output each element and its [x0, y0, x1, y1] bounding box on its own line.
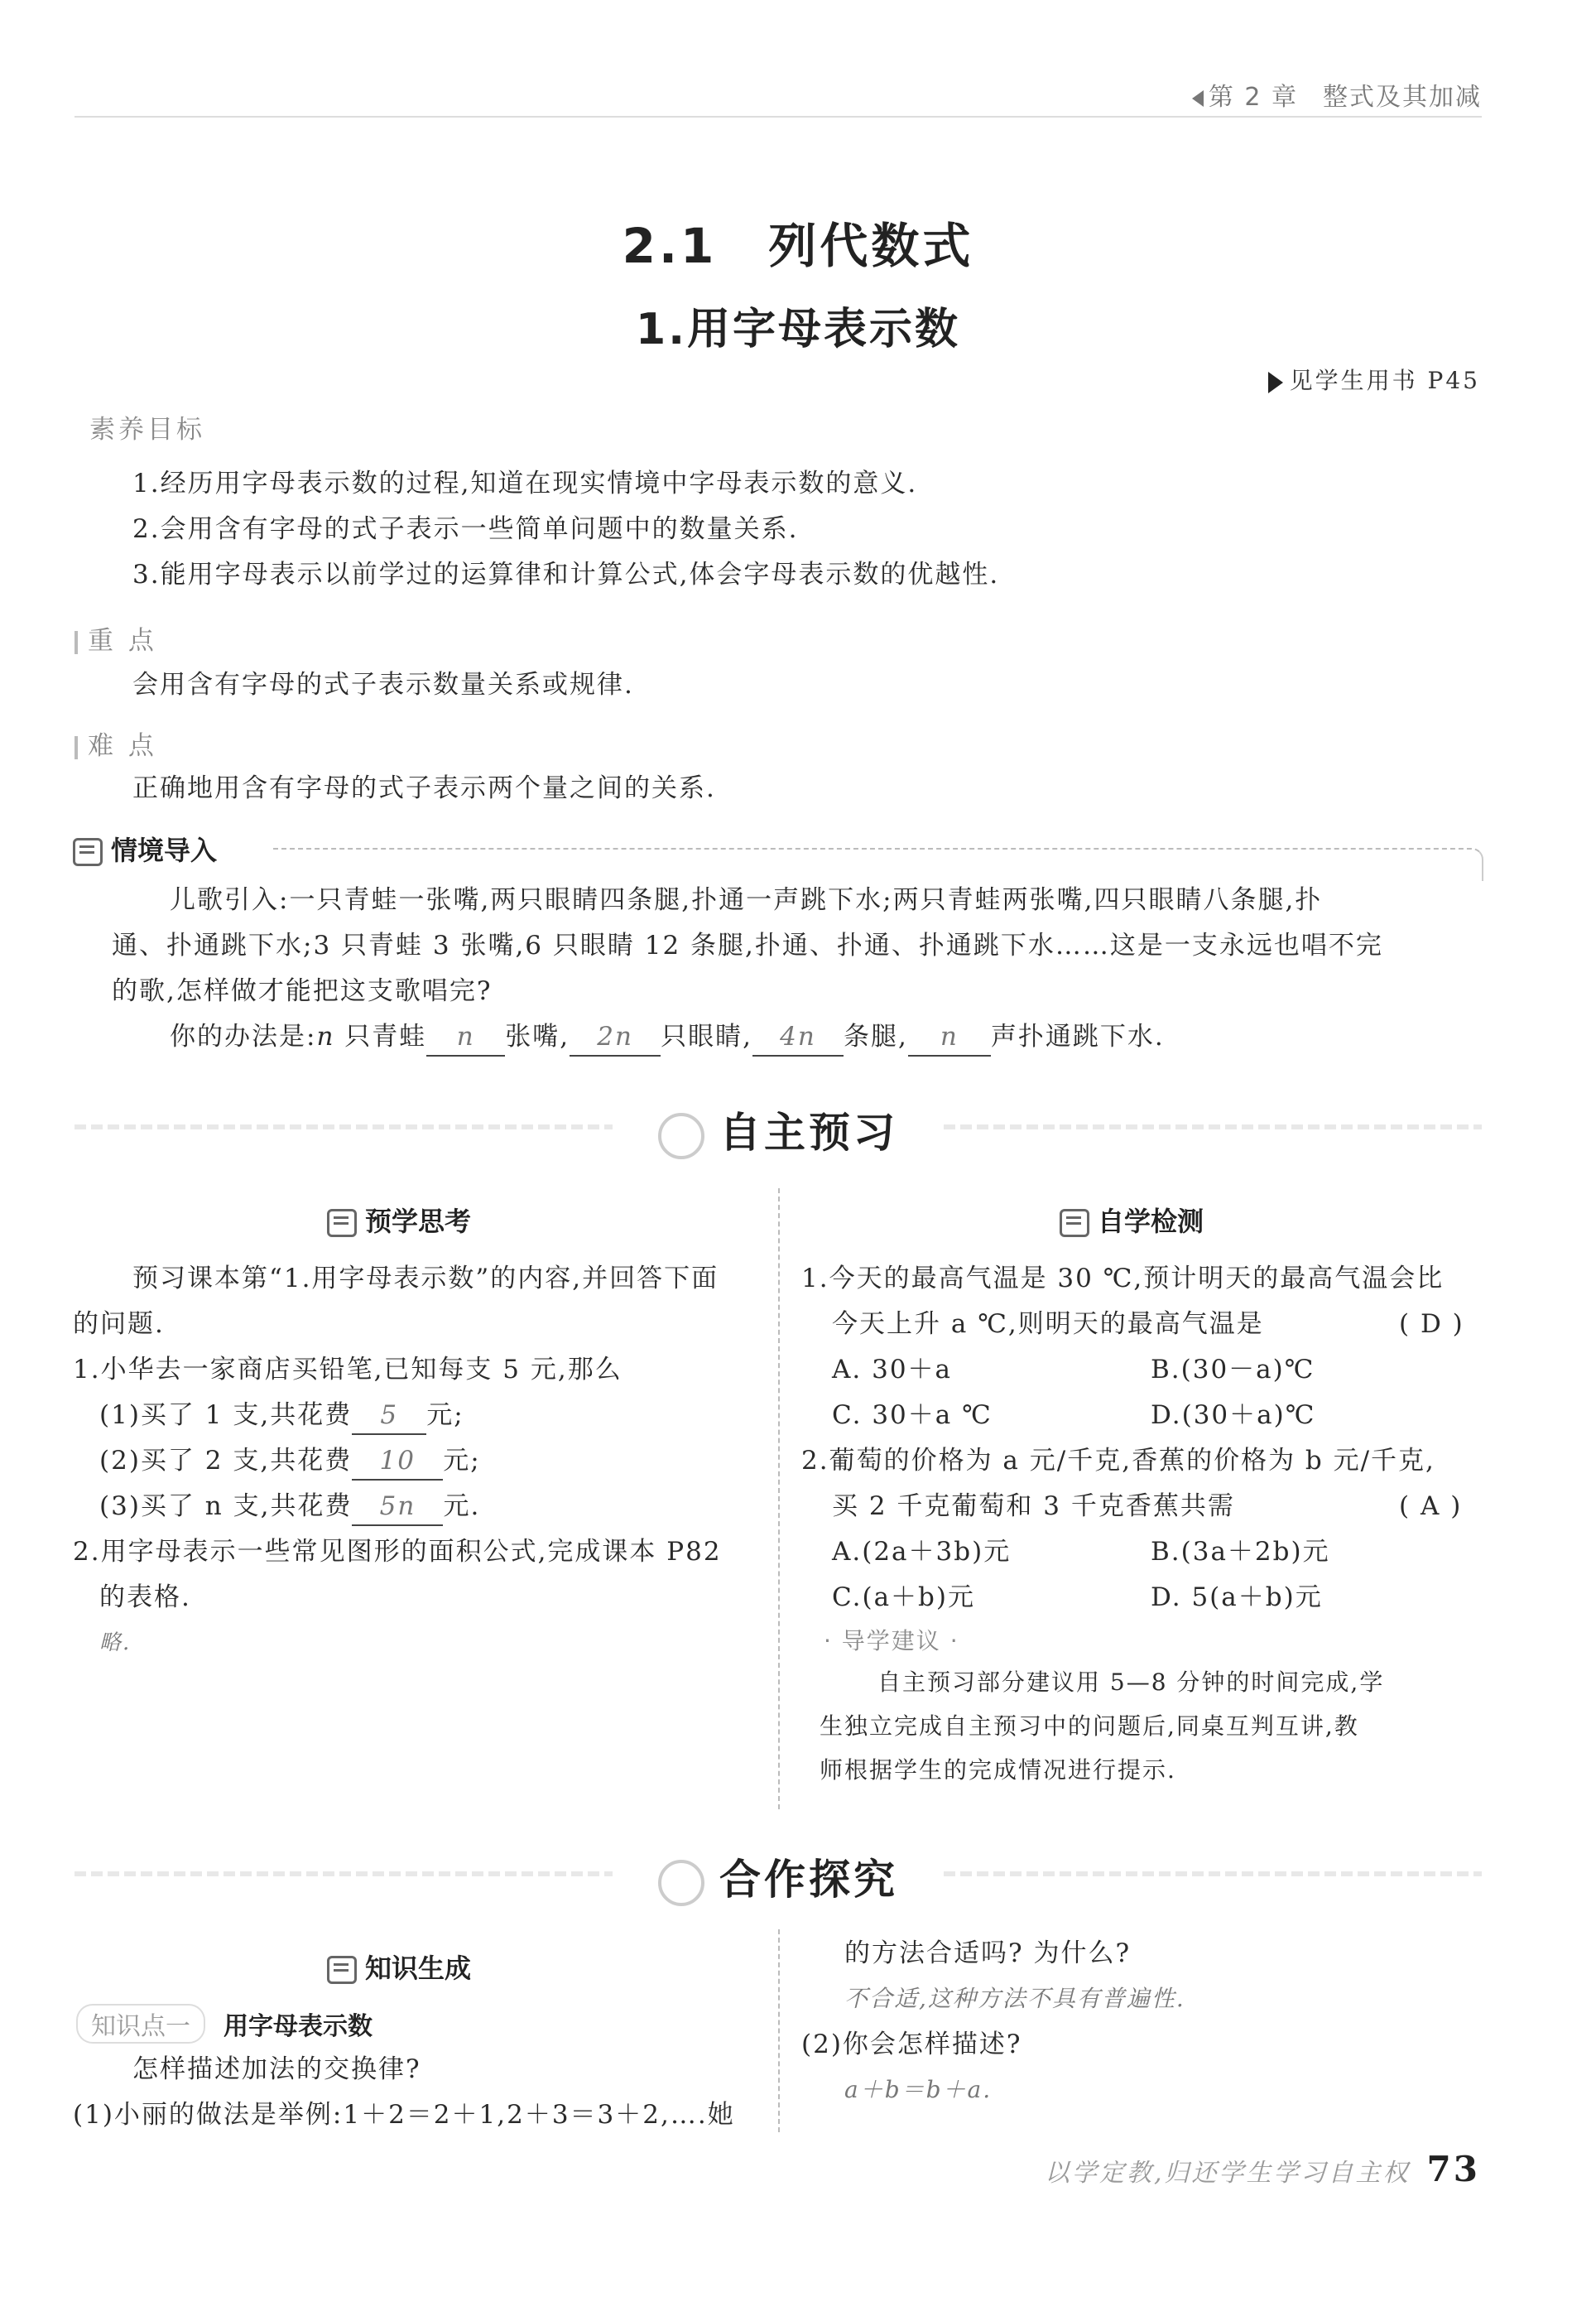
preview-intro: 预习课本第“1.用字母表示数”的内容,并回答下面 [132, 1264, 719, 1293]
preview-think-heading [327, 1201, 471, 1239]
knowledge-point [76, 2004, 373, 2044]
knowledge-point-title: 用字母表示数 [224, 2012, 373, 2041]
goal-item: 1.经历用字母表示数的过程,知道在现实情境中字母表示数的意义. [132, 469, 918, 498]
question: 2.葡萄的价格为 a 元/千克,香蕉的价格为 b 元/千克, [801, 1446, 1435, 1476]
triangle-right-icon [1268, 372, 1283, 393]
question: 的表格. [99, 1582, 191, 1612]
preview-think-heading-text: 预学思考 [365, 1206, 472, 1237]
key-point-text: 会用含有字母的式子表示数量关系或规律. [132, 670, 634, 700]
option: C. 30＋a ℃ [832, 1400, 993, 1430]
ref-text: 见学生用书 P45 [1289, 367, 1480, 394]
tip-line: 生独立完成自主预习中的问题后,同桌互判互讲,教 [820, 1712, 1359, 1740]
circle-icon [658, 1113, 704, 1159]
column-divider [778, 1929, 780, 2132]
answer-blank: n [426, 1018, 505, 1057]
footer-slogan: 以学定教,归还学生学习自主权 [1045, 2159, 1411, 2188]
chapter-title: 整式及其加减 [1323, 83, 1482, 112]
intro-line: 儿歌引入:一只青蛙一张嘴,两只眼睛四条腿,扑通一声跳下水;两只青蛙两张嘴,四只眼睛八条腿,扑 [170, 885, 1323, 915]
method-text: 张嘴, [505, 1022, 570, 1052]
goal-item: 2.会用含有字母的式子表示一些简单问题中的数量关系. [132, 514, 799, 544]
chapter-header [1192, 76, 1482, 113]
difficulty-text: 正确地用含有字母的式子表示两个量之间的关系. [132, 773, 716, 803]
question-text: (3)买了 n 支,共花费 [99, 1491, 353, 1521]
answer-blank: 5 [352, 1397, 426, 1435]
option: A. 30＋a [832, 1355, 953, 1384]
option: B.(3a＋2b)元 [1151, 1537, 1330, 1567]
answer-blank: 5n [352, 1488, 443, 1526]
self-check-heading [1060, 1201, 1204, 1239]
method-text: 声扑通跳下水. [990, 1022, 1165, 1052]
handwritten-answer: 不合适,这种方法不具有普遍性. [844, 1985, 1185, 2012]
answer-blank: 2n [570, 1018, 661, 1057]
answer-choice: ( A ) [1399, 1491, 1463, 1521]
header-divider [75, 116, 1482, 118]
handwritten-answer: a＋b＝b＋a. [844, 2076, 993, 2103]
option: B.(30－a)℃ [1151, 1355, 1315, 1384]
question-part [99, 1488, 480, 1526]
question-text: (1)买了 1 支,共花费 [99, 1400, 353, 1430]
page-number: 73 [1426, 2149, 1480, 2189]
answer-choice: ( D ) [1399, 1309, 1464, 1339]
answer-blank: 10 [352, 1442, 443, 1481]
question: 怎样描述加法的交换律? [132, 2054, 421, 2084]
goals-heading: 素养目标 [89, 415, 205, 445]
intro-line: 通、扑通跳下水;3 只青蛙 3 张嘴,6 只眼睛 12 条腿,扑通、扑通、扑通跳下水……这是一支永远也唱不完 [112, 931, 1383, 961]
tip-line: 师根据学生的完成情况进行提示. [820, 1756, 1176, 1784]
preview-banner-title: 自主预习 [719, 1109, 898, 1157]
question-text: 元; [443, 1446, 481, 1476]
answer-blank: 4n [752, 1018, 844, 1057]
option: A.(2a＋3b)元 [832, 1537, 1012, 1567]
option: C.(a＋b)元 [832, 1582, 975, 1612]
question-part [99, 1397, 464, 1435]
question: (1)小丽的做法是举例:1＋2＝2＋1,2＋3＝3＋2,….她 [73, 2100, 735, 2130]
method-text: 只眼睛, [661, 1022, 752, 1052]
option: D.(30＋a)℃ [1151, 1400, 1316, 1430]
intro-heading [73, 830, 217, 868]
option: D. 5(a＋b)元 [1151, 1582, 1323, 1612]
question: 1.今天的最高气温是 30 ℃,预计明天的最高气温会比 [801, 1264, 1445, 1293]
question: 买 2 千克葡萄和 3 千克香蕉共需 [832, 1491, 1235, 1521]
handwritten-answer: 略. [99, 1630, 132, 1655]
circle-icon [658, 1860, 704, 1906]
tip-heading: · 导学建议 · [824, 1627, 959, 1654]
column-divider [778, 1188, 780, 1809]
coop-banner-title: 合作探究 [719, 1856, 898, 1904]
method-text: 只青蛙 [334, 1022, 427, 1052]
section-title: 2.1 列代数式 [622, 218, 974, 274]
triangle-left-icon [1192, 90, 1204, 107]
intro-line: 的歌,怎样做才能把这支歌唱完? [112, 976, 493, 1006]
preview-banner [75, 1093, 1482, 1159]
key-point-heading [75, 619, 157, 657]
difficulty-heading [75, 725, 157, 762]
knowledge-heading [327, 1948, 471, 1986]
method-prefix: 你的办法是: [170, 1022, 317, 1052]
method-text: 条腿, [844, 1022, 908, 1052]
question: 2.用字母表示一些常见图形的面积公式,完成课本 P82 [73, 1537, 722, 1567]
note-icon [327, 1956, 357, 1984]
note-icon [1060, 1209, 1089, 1237]
note-icon [327, 1209, 357, 1237]
question-part [99, 1442, 481, 1481]
question-text: 元; [426, 1400, 464, 1430]
question-text: (2)买了 2 支,共花费 [99, 1446, 353, 1476]
question: 1.小华去一家商店买铅笔,已知每支 5 元,那么 [73, 1355, 623, 1384]
sub-title: 1.用字母表示数 [636, 305, 960, 354]
question: 今天上升 a ℃,则明天的最高气温是 [832, 1309, 1264, 1339]
chapter-number: 第 2 章 [1208, 83, 1298, 112]
student-book-ref [1268, 363, 1480, 396]
knowledge-heading-text: 知识生成 [365, 1953, 472, 1984]
intro-method [170, 1018, 1165, 1057]
goal-item: 3.能用字母表示以前学过的运算律和计算公式,体会字母表示数的优越性. [132, 560, 1000, 590]
answer-blank: n [908, 1018, 991, 1057]
intro-frame [273, 848, 1483, 881]
coop-banner [75, 1840, 1482, 1906]
intro-heading-text: 情境导入 [111, 835, 218, 866]
self-check-heading-text: 自学检测 [1098, 1206, 1204, 1237]
question: (2)你会怎样描述? [801, 2030, 1022, 2059]
question-text: 元. [443, 1491, 481, 1521]
key-point-heading-text: 重 点 [88, 626, 157, 656]
page-footer [1045, 2149, 1480, 2189]
tip-line: 自主预习部分建议用 5—8 分钟的时间完成,学 [877, 1669, 1385, 1696]
preview-intro: 的问题. [73, 1309, 165, 1339]
method-variable: n [316, 1022, 335, 1052]
question: 的方法合适吗? 为什么? [844, 1938, 1132, 1968]
difficulty-heading-text: 难 点 [88, 731, 157, 761]
chat-box-icon [73, 838, 103, 866]
knowledge-point-tag: 知识点一 [76, 2004, 205, 2044]
